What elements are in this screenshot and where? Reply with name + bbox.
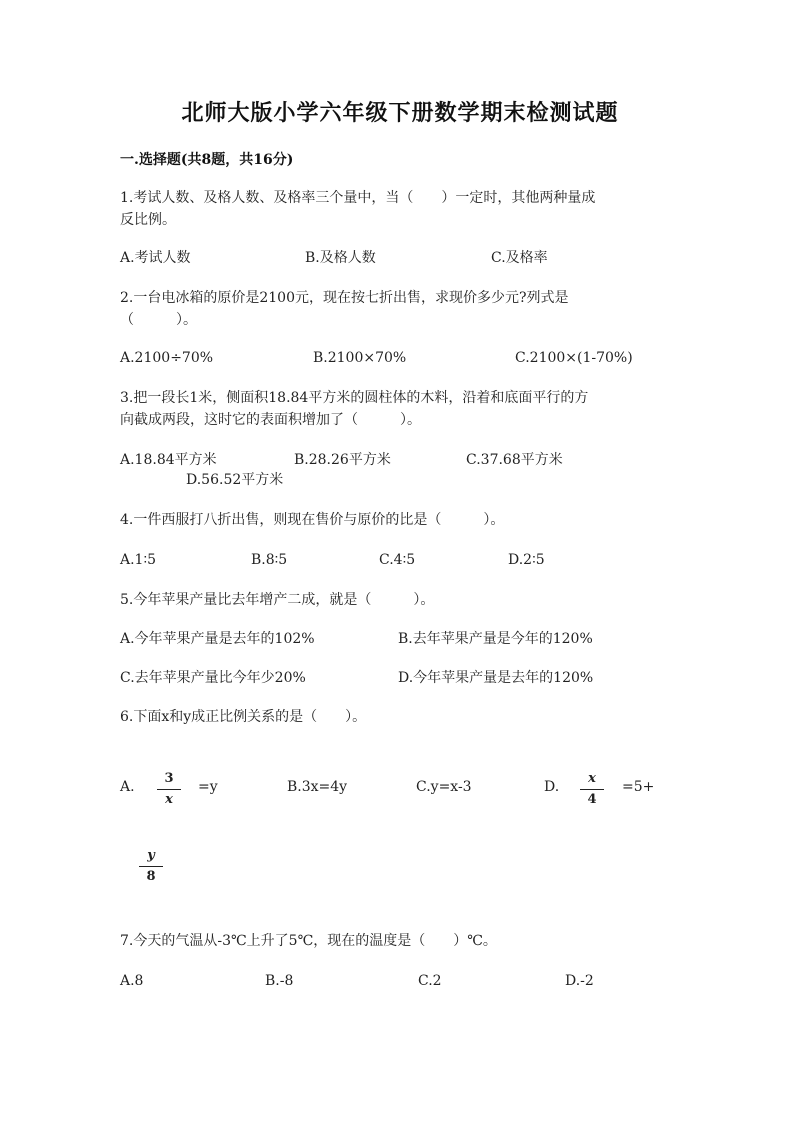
question-1-option-a[interactable]: A.考试人数 (120, 250, 191, 266)
question-6-option-a-rest: =y (198, 779, 218, 795)
question-6-stem: 6.下面x和y成正比例关系的是（ ）。 (120, 709, 367, 725)
question-4-option-c[interactable]: C.4∶5 (379, 552, 416, 568)
question-6-option-a-fraction (157, 771, 181, 808)
section-title: 一.选择题(共8题，共16分) (120, 152, 294, 168)
question-1-option-b[interactable]: B.及格人数 (305, 250, 376, 266)
question-2-option-c[interactable]: C.2100×(1-70%) (515, 350, 633, 366)
question-1-stem-line-2: 反比例。 (120, 212, 176, 228)
question-1-stem-line-1: 1.考试人数、及格人数、及格率三个量中，当（ ）一定时，其他两种量成 (120, 190, 596, 206)
question-5-stem: 5.今年苹果产量比去年增产二成，就是（ ）。 (120, 592, 435, 608)
page-title: 北师大版小学六年级下册数学期末检测试题 (181, 100, 619, 126)
question-4-option-a[interactable]: A.1∶5 (120, 552, 157, 568)
question-3-stem-line-1: 3.把一段长1米，侧面积18.84平方米的圆柱体的木料，沿着和底面平行的方 (120, 390, 589, 406)
question-3-option-c[interactable]: C.37.68平方米 (466, 452, 563, 468)
question-6-option-d-fraction-2 (139, 848, 163, 885)
question-6-option-d-label[interactable]: D. (544, 779, 560, 795)
question-3-option-a[interactable]: A.18.84平方米 (120, 452, 217, 468)
fraction-numerator: x (588, 771, 596, 786)
question-7-option-b[interactable]: B.-8 (265, 973, 294, 989)
question-7-option-a[interactable]: A.8 (120, 973, 144, 989)
question-3-stem-line-2: 向截成两段，这时它的表面积增加了（ ）。 (120, 412, 421, 428)
question-2-option-b[interactable]: B.2100×70% (313, 350, 407, 366)
question-6-option-a-label[interactable]: A. (120, 779, 135, 795)
question-1-option-c[interactable]: C.及格率 (491, 250, 548, 266)
question-5-option-b[interactable]: B.去年苹果产量是今年的120% (398, 631, 593, 647)
fraction-denominator: 4 (580, 789, 604, 808)
question-6-option-c[interactable]: C.y=x-3 (416, 779, 472, 795)
question-7-option-d[interactable]: D.-2 (565, 973, 594, 989)
question-4-option-d[interactable]: D.2∶5 (508, 552, 545, 568)
question-5-option-a[interactable]: A.今年苹果产量是去年的102% (120, 631, 315, 647)
fraction-numerator: y (147, 848, 155, 863)
fraction-numerator: 3 (164, 771, 174, 786)
question-6-option-d-fraction (580, 771, 604, 808)
question-4-option-b[interactable]: B.8∶5 (251, 552, 288, 568)
question-7-stem: 7.今天的气温从-3℃上升了5℃，现在的温度是（ ）℃。 (120, 933, 497, 949)
fraction-denominator: x (157, 789, 181, 808)
question-6-option-d-rest: =5+ (622, 779, 655, 795)
question-6-option-b[interactable]: B.3x=4y (287, 779, 348, 795)
question-5-option-d[interactable]: D.今年苹果产量是去年的120% (398, 670, 594, 686)
question-5-option-c[interactable]: C.去年苹果产量比今年少20% (120, 670, 306, 686)
question-7-option-c[interactable]: C.2 (418, 973, 442, 989)
question-3-option-b[interactable]: B.28.26平方米 (294, 452, 391, 468)
fraction-denominator: 8 (139, 866, 163, 885)
question-4-stem: 4.一件西服打八折出售，则现在售价与原价的比是（ ）。 (120, 512, 505, 528)
question-3-option-d[interactable]: D.56.52平方米 (186, 472, 284, 488)
question-2-stem-line-2: （ ）。 (120, 312, 197, 328)
question-2-stem-line-1: 2.一台电冰箱的原价是2100元，现在按七折出售，求现价多少元?列式是 (120, 290, 569, 306)
question-2-option-a[interactable]: A.2100÷70% (120, 350, 214, 366)
